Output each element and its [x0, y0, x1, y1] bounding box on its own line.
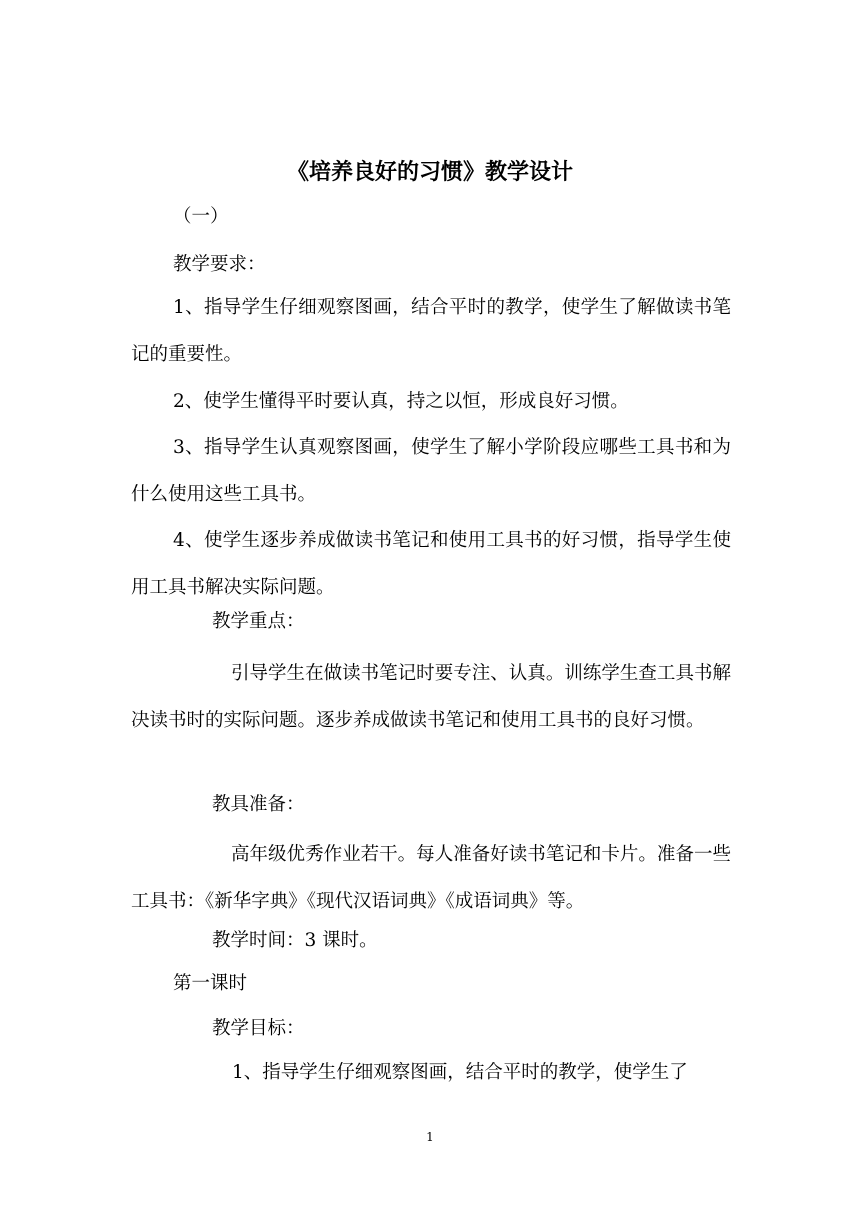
- section-marker: （一）: [173, 206, 229, 227]
- requirement-item-1: 1、指导学生仔细观察图画，结合平时的教学，使学生了解做读书笔记的重要性。: [131, 297, 731, 365]
- teaching-time: 教学时间：3 课时。: [212, 930, 378, 951]
- tools-heading: 教具准备：: [212, 794, 305, 815]
- focus-heading: 教学重点：: [212, 611, 305, 632]
- requirement-item-4: 4、使学生逐步养成做读书笔记和使用工具书的好习惯，指导学生使用工具书解决实际问题。: [131, 530, 731, 598]
- document-title: 《培养良好的习惯》教学设计: [286, 159, 573, 185]
- requirement-item-3: 3、指导学生认真观察图画，使学生了解小学阶段应哪些工具书和为什么使用这些工具书。: [131, 437, 731, 505]
- requirement-item-2: 2、使学生懂得平时要认真，持之以恒，形成良好习惯。: [173, 391, 629, 412]
- focus-text: 引导学生在做读书笔记时要专注、认真。训练学生查工具书解决读书时的实际问题。逐步养成做读书笔记和使用工具书的良好习惯。: [131, 663, 731, 731]
- requirements-heading: 教学要求：: [173, 254, 266, 275]
- objectives-heading: 教学目标：: [212, 1018, 305, 1039]
- page-number: 1: [426, 1130, 434, 1144]
- tools-text: 高年级优秀作业若干。每人准备好读书笔记和卡片。准备一些工具书：《新华字典》《现代汉语词典》《成语词典》等。: [131, 844, 731, 912]
- objective-item-1: 1、指导学生仔细观察图画，结合平时的教学，使学生了: [232, 1062, 688, 1083]
- lesson-heading: 第一课时: [173, 973, 248, 994]
